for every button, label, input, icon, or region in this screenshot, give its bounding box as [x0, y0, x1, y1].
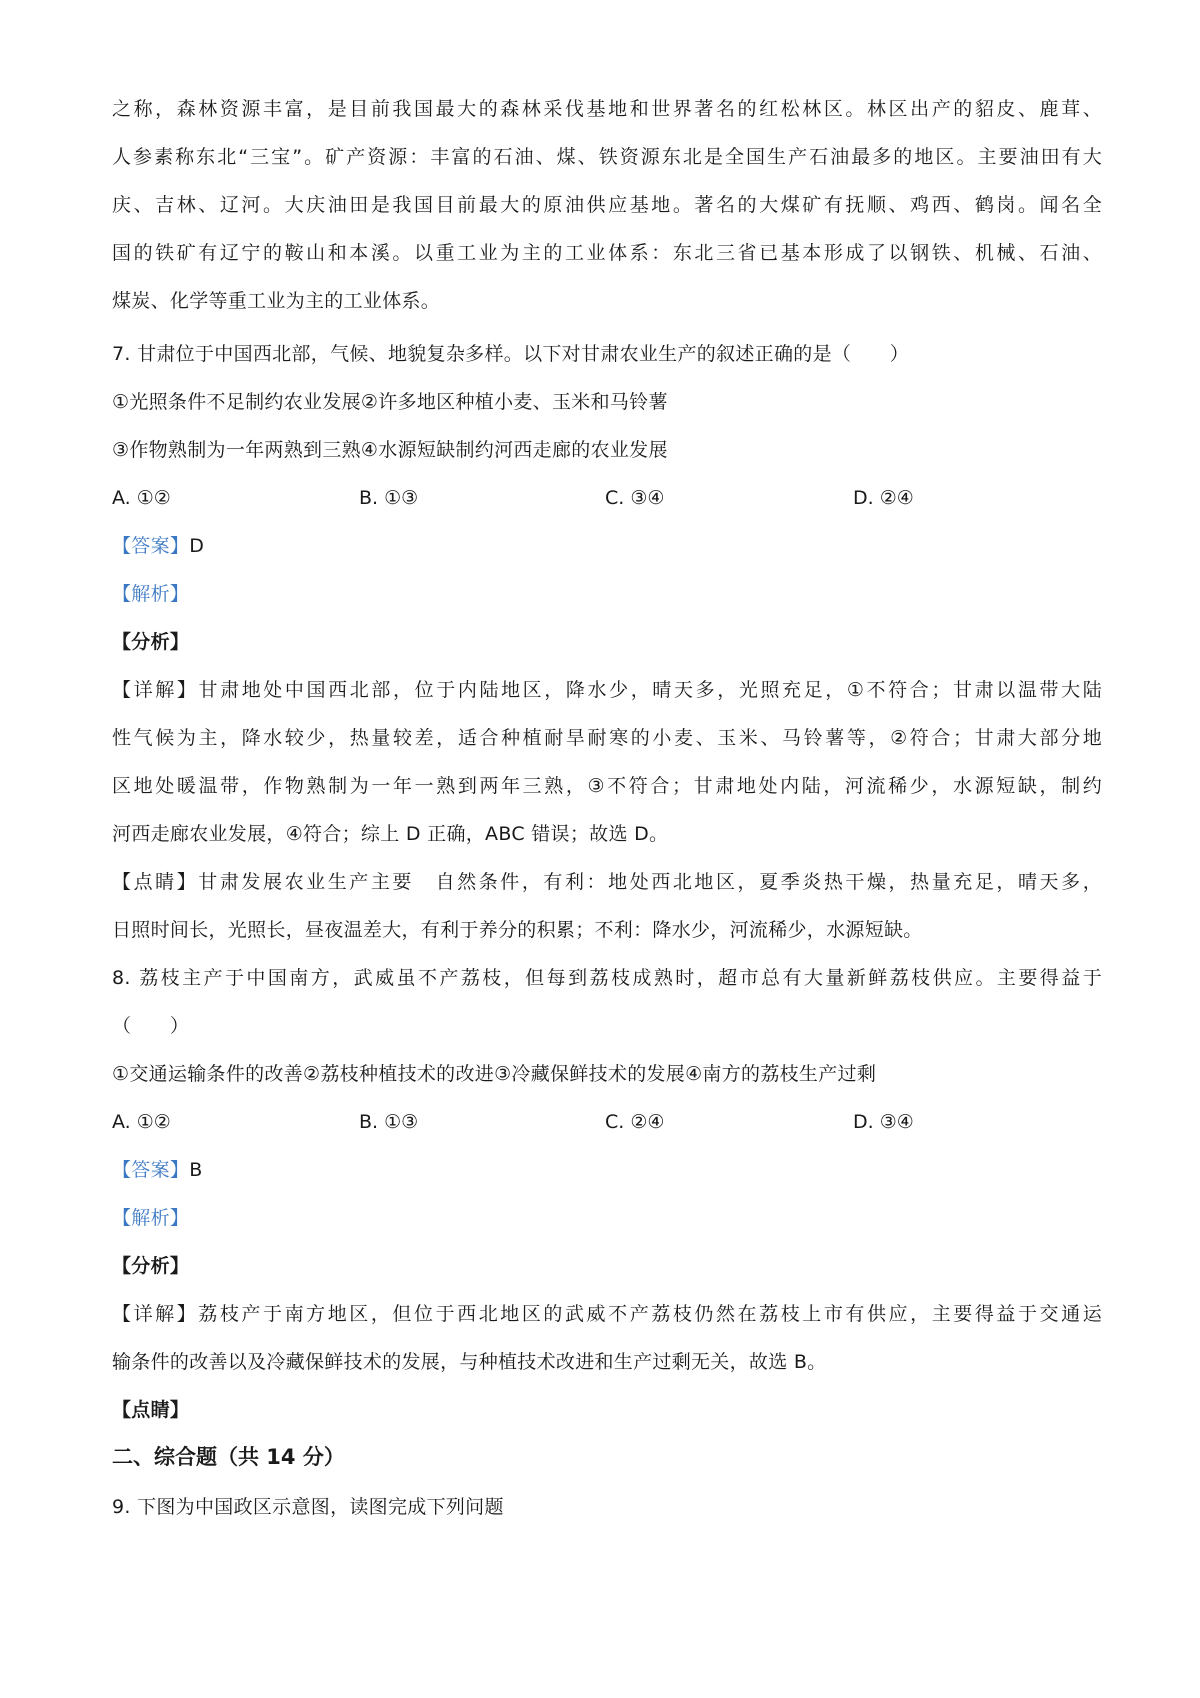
q8-fenxi-tag: 【分析】: [112, 1255, 190, 1277]
q8-answer-tag: 【答案】: [112, 1159, 190, 1181]
q8-comment-tag: 【点睛】: [112, 1399, 190, 1421]
intro-line-5: 煤炭、化学等重工业为主的工业体系。: [112, 290, 441, 312]
q8-statements: ①交通运输条件的改善②荔枝种植技术的改进③冷藏保鲜技术的发展④南方的荔枝生产过剩: [112, 1063, 877, 1085]
q7-statements-2: ③作物熟制为一年两熟到三熟④水源短缺制约河西走廊的农业发展: [112, 439, 668, 461]
q8-option-d: D. ③④: [853, 1111, 914, 1133]
q7-statements-1: ①光照条件不足制约农业发展②许多地区种植小麦、玉米和马铃薯: [112, 391, 668, 413]
q7-detail-line-2: 性气候为主，降水较少，热量较差，适合种植耐旱耐寒的小麦、玉米、马铃薯等，②符合；甘肃大部分地: [112, 727, 1102, 749]
q8-option-a: A. ①②: [112, 1111, 171, 1133]
intro-line-1: 之称，森林资源丰富，是目前我国最大的森林采伐基地和世界著名的红松林区。林区出产的貂皮、鹿茸、: [112, 98, 1102, 120]
q7-option-c: C. ③④: [605, 487, 665, 509]
section-2-title: 二、综合题（共 14 分）: [112, 1445, 345, 1469]
q8-option-b: B. ①③: [359, 1111, 419, 1133]
q7-answer: [112, 532, 1102, 560]
intro-line-2: 人参素称东北“三宝”。矿产资源：丰富的石油、煤、铁资源东北是全国生产石油最多的地区。主要油田有大: [112, 146, 1102, 168]
q8-stem-line-2: （ ）: [112, 1015, 190, 1037]
q7-answer-tag: 【答案】: [112, 535, 190, 557]
q7-stem: 7. 甘肃位于中国西北部，气候、地貌复杂多样。以下对甘肃农业生产的叙述正确的是（ ）: [112, 343, 910, 365]
q7-answer-value: D: [189, 535, 205, 557]
q7-detail-line-1: 【详解】甘肃地处中国西北部，位于内陆地区，降水少，晴天多，光照充足，①不符合；甘肃以温带大陆: [112, 679, 1102, 701]
q8-answer: [112, 1156, 1102, 1184]
q7-detail-line-4: 河西走廊农业发展，④符合；综上 D 正确，ABC 错误；故选 D。: [112, 823, 669, 845]
q8-answer-value: B: [189, 1159, 203, 1181]
q8-detail-line-1: 【详解】荔枝产于南方地区，但位于西北地区的武威不产荔枝仍然在荔枝上市有供应，主要得益于交通运: [112, 1303, 1102, 1325]
q7-option-a: A. ①②: [112, 487, 171, 509]
q7-analysis-tag: 【解析】: [112, 583, 190, 605]
q7-comment-line-1: 【点睛】甘肃发展农业生产主要 自然条件，有利：地处西北地区，夏季炎热干燥，热量充足，晴天多，: [112, 871, 1102, 893]
q7-comment-line-2: 日照时间长，光照长，昼夜温差大，有利于养分的积累；不利：降水少，河流稀少，水源短缺。: [112, 919, 923, 941]
q8-option-c: C. ②④: [605, 1111, 665, 1133]
q7-fenxi-tag: 【分析】: [112, 631, 190, 653]
q8-stem-line-1: 8. 荔枝主产于中国南方，武威虽不产荔枝，但每到荔枝成熟时，超市总有大量新鲜荔枝供应。主要得益于: [112, 967, 1102, 989]
q7-detail-line-3: 区地处暖温带，作物熟制为一年一熟到两年三熟，③不符合；甘肃地处内陆，河流稀少，水源短缺，制约: [112, 775, 1102, 797]
intro-line-4: 国的铁矿有辽宁的鞍山和本溪。以重工业为主的工业体系：东北三省已基本形成了以钢铁、机械、石油、: [112, 242, 1102, 264]
q8-analysis-tag: 【解析】: [112, 1207, 190, 1229]
q8-detail-line-2: 输条件的改善以及冷藏保鲜技术的发展，与种植技术改进和生产过剩无关，故选 B。: [112, 1351, 827, 1373]
intro-line-3: 庆、吉林、辽河。大庆油田是我国目前最大的原油供应基地。著名的大煤矿有抚顺、鸡西、鹤岗。闻名全: [112, 194, 1102, 216]
q7-option-b: B. ①③: [359, 487, 419, 509]
q9-stem: 9. 下图为中国政区示意图，读图完成下列问题: [112, 1496, 504, 1518]
q7-option-d: D. ②④: [853, 487, 914, 509]
